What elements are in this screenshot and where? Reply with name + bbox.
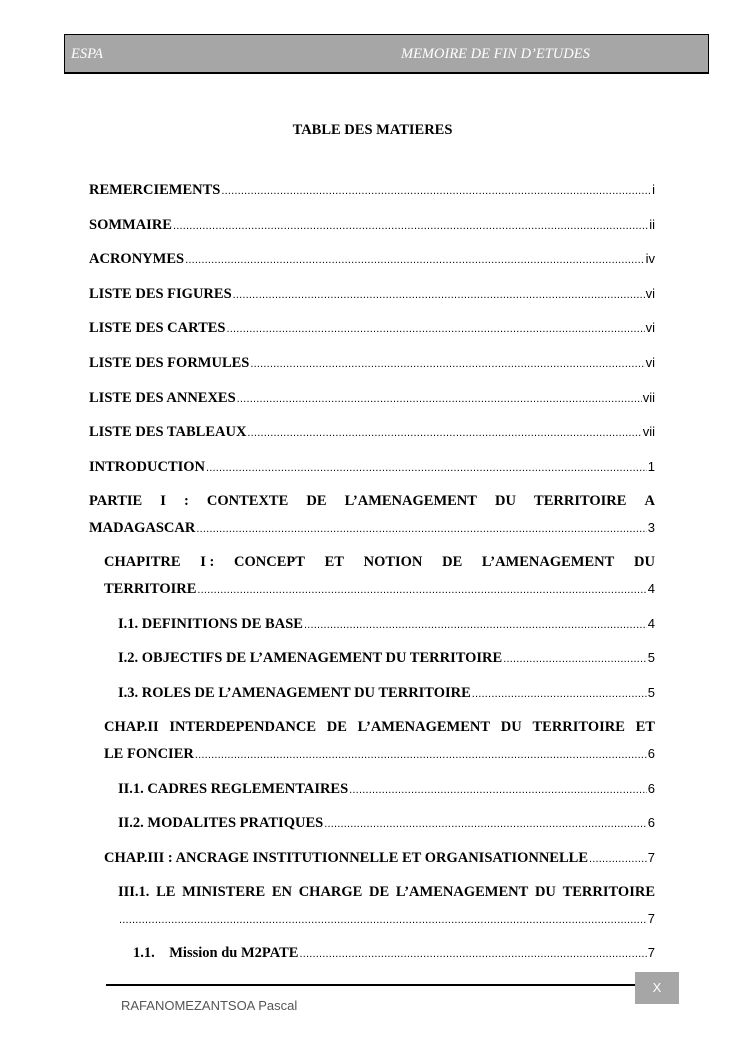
toc-entry[interactable]: [118, 815, 655, 835]
toc-entry-line1[interactable]: III.1. LE MINISTERE EN CHARGE DE L’AMENAGEMENT DU TERRITOIRE: [118, 884, 655, 900]
toc-page: iv: [645, 251, 655, 266]
toc-entry[interactable]: [89, 520, 655, 540]
toc-label: LISTE DES FORMULES: [89, 355, 250, 371]
toc-label: LISTE DES ANNEXES: [89, 390, 236, 406]
toc-entry[interactable]: [118, 616, 655, 636]
toc-page: 6: [647, 781, 655, 796]
toc-page: vi: [645, 355, 655, 370]
toc-entry[interactable]: [89, 459, 655, 479]
toc-entry[interactable]: [89, 217, 655, 237]
page-number: X: [635, 972, 679, 1004]
toc-label: LISTE DES FIGURES: [89, 286, 232, 302]
toc-entry[interactable]: [89, 182, 655, 202]
toc-entry[interactable]: [104, 581, 655, 601]
toc-page: 5: [647, 685, 655, 700]
toc-page: vii: [642, 390, 655, 405]
toc-page: vii: [642, 424, 655, 439]
toc-label: I.3. ROLES DE L’AMENAGEMENT DU TERRITOIRE: [118, 685, 471, 701]
footer-rule: [106, 984, 636, 986]
toc-label: INTRODUCTION: [89, 459, 206, 475]
toc-entry[interactable]: [133, 945, 655, 965]
toc-label: SOMMAIRE: [89, 217, 172, 233]
toc-page: vi: [645, 320, 655, 335]
toc-entry[interactable]: [118, 685, 655, 705]
toc-entry[interactable]: [89, 251, 655, 271]
header-right: MEMOIRE DE FIN D’ETUDES: [401, 46, 590, 62]
toc-label: II.1. CADRES REGLEMENTAIRES: [118, 781, 349, 797]
toc-label: I.1. DEFINITIONS DE BASE: [118, 616, 303, 632]
toc-page: 1: [647, 459, 655, 474]
toc-page: 4: [647, 616, 655, 631]
toc-label: II.2. MODALITES PRATIQUES: [118, 815, 324, 831]
toc-label: LE FONCIER: [104, 746, 194, 762]
toc-entry[interactable]: [89, 424, 655, 444]
toc-label: LISTE DES TABLEAUX: [89, 424, 247, 440]
toc-page: 7: [647, 945, 655, 960]
toc-entry[interactable]: [89, 286, 655, 306]
toc-label: REMERCIEMENTS: [89, 182, 221, 198]
toc-label: MADAGASCAR: [89, 520, 196, 536]
toc-label: 1.1. Mission du M2PATE: [133, 945, 299, 961]
toc-label: CHAP.III : ANCRAGE INSTITUTIONNELLE ET ORGANISATIONNELLE: [104, 850, 588, 866]
toc-entry[interactable]: [89, 320, 655, 340]
page-title: TABLE DES MATIERES: [292, 122, 453, 138]
toc-label: I.2. OBJECTIFS DE L’AMENAGEMENT DU TERRITOIRE: [118, 650, 503, 666]
toc-page: 6: [647, 746, 655, 761]
page-header: [64, 34, 709, 74]
header-left: ESPA: [71, 46, 103, 62]
toc-entry-line1[interactable]: CHAPITRE I : CONCEPT ET NOTION DE L’AMENAGEMENT DU: [104, 554, 655, 570]
toc-page: 7: [647, 850, 655, 865]
toc-label: LISTE DES CARTES: [89, 320, 226, 336]
toc-entry[interactable]: [118, 781, 655, 801]
footer-author: RAFANOMEZANTSOA Pascal: [121, 998, 298, 1013]
toc-page: i: [652, 182, 655, 197]
toc-label: ACRONYMES: [89, 251, 185, 267]
toc-page: 7: [647, 911, 655, 926]
toc-page: 5: [647, 650, 655, 665]
toc-label: TERRITOIRE: [104, 581, 197, 597]
toc-entry-line1[interactable]: CHAP.II INTERDEPENDANCE DE L’AMENAGEMENT DU TERRITOIRE ET: [104, 719, 655, 735]
toc-entry[interactable]: [104, 746, 655, 766]
toc-page: 4: [647, 581, 655, 596]
toc-entry[interactable]: [104, 850, 655, 870]
toc-page: vi: [645, 286, 655, 301]
toc-page: 6: [647, 815, 655, 830]
toc-page: ii: [649, 217, 655, 232]
toc-page: 3: [647, 520, 655, 535]
toc-entry[interactable]: [118, 650, 655, 670]
toc-entry[interactable]: [118, 911, 655, 931]
toc-entry[interactable]: [89, 390, 655, 410]
toc-entry[interactable]: [89, 355, 655, 375]
toc-entry-line1[interactable]: PARTIE I : CONTEXTE DE L’AMENAGEMENT DU TERRITOIRE A: [89, 493, 655, 509]
